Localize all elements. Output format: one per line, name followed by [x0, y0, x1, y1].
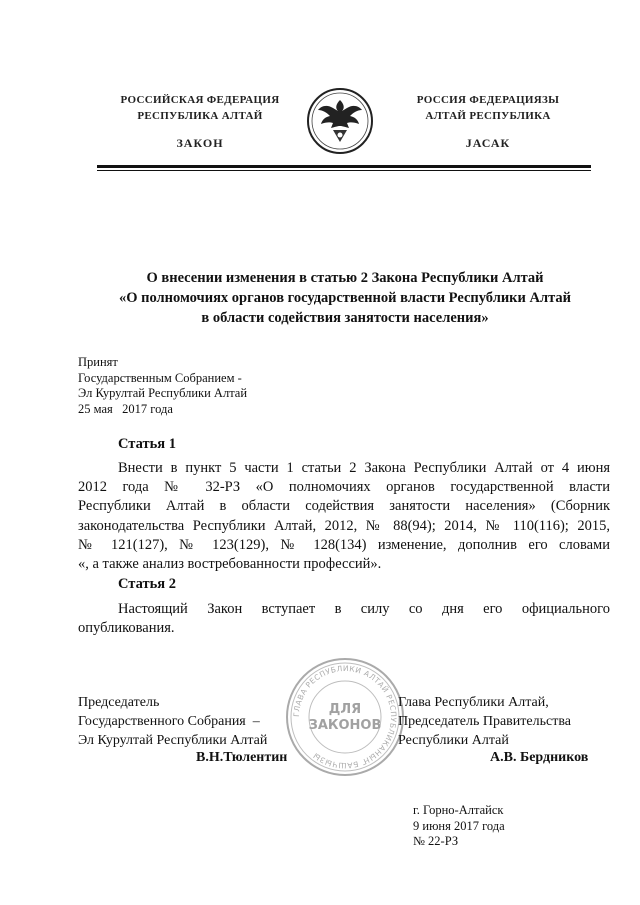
header-divider-thick	[97, 165, 591, 168]
title-line-3: в области содействия занятости населения»	[201, 310, 489, 326]
stamp-ring-text: ГЛАВА РЕСПУБЛИКИ АЛТАЙ РЕСПУБЛИКАНЫҤ БАШЧЫЗЫ	[291, 663, 399, 771]
article-2-line: опубликования.	[78, 620, 175, 637]
header-divider-thin	[97, 170, 591, 171]
article-2-line: Настоящий Закон вступает в силу со дня его официального	[118, 601, 610, 617]
article-1-line: Внести в пункт 5 части 1 статьи 2 Закона Республики Алтай от 4 июня	[118, 460, 610, 476]
header-left-republic: РЕСПУБЛИКА АЛТАЙ	[137, 110, 263, 122]
header-left	[105, 94, 295, 151]
header-right-republic: АЛТАЙ РЕСПУБЛИКА	[425, 110, 551, 122]
adoption-line-3: Эл Курултай Республики Алтай	[78, 386, 248, 400]
coat-of-arms-icon	[305, 86, 375, 156]
footer-city: г. Горно-Алтайск	[413, 803, 504, 817]
title-line-1: О внесении изменения в статью 2 Закона Республики Алтай	[146, 270, 544, 286]
signature-right-name: А.В. Бердников	[490, 750, 589, 765]
signature-left-title-1: Председатель	[78, 695, 160, 710]
adoption-note	[78, 355, 328, 417]
article-1-body	[78, 459, 610, 574]
signature-left	[78, 693, 318, 750]
signature-right-title-3: Республики Алтай	[398, 733, 509, 748]
document-title	[60, 268, 630, 328]
title-line-2: «О полномочиях органов государственной власти Республики Алтай	[118, 290, 572, 306]
article-2-heading: Статья 2	[118, 576, 176, 592]
footer-date: 9 июня 2017 года	[413, 818, 505, 833]
signature-right	[398, 693, 618, 750]
footer-number: № 22-РЗ	[413, 834, 459, 848]
signature-left-name: В.Н.Тюлентин	[196, 750, 288, 765]
signature-right-title-2: Председатель Правительства	[398, 714, 571, 729]
article-1-line: «, а также анализ востребованности профессий».	[78, 556, 382, 573]
stamp-center-bottom: ЗАКОНОВ	[308, 718, 382, 733]
header-right	[393, 94, 583, 151]
article-2-body	[78, 600, 610, 638]
signature-left-title-3: Эл Курултай Республики Алтай	[78, 733, 268, 748]
stamp-center-top: ДЛЯ	[328, 702, 362, 717]
header-right-country: РОССИЯ ФЕДЕРАЦИЯЗЫ	[416, 94, 560, 106]
article-1-line: законодательства Республики Алтай, 2012, № 88(94); 2014, № 110(116); 2015,	[78, 517, 610, 534]
article-1-line: 2012 года № 32-РЗ «О полномочиях органов государственной власти	[78, 479, 610, 496]
signature-left-title-2: Государственного Собрания –	[78, 714, 260, 729]
document-footer	[413, 803, 593, 850]
header-left-doc-type: ЗАКОН	[176, 136, 224, 150]
adoption-line-4: 25 мая 2017 года	[78, 401, 173, 416]
header-right-doc-type: ЈАСАК	[465, 136, 511, 150]
header-left-country: РОССИЙСКАЯ ФЕДЕРАЦИЯ	[120, 94, 280, 106]
article-1-line: № 121(127), № 123(129), № 128(134) изменение, дополнив его словами	[78, 536, 610, 553]
article-1-heading: Статья 1	[118, 436, 176, 452]
adoption-line-1: Принят	[78, 355, 118, 369]
signature-right-title-1: Глава Республики Алтай,	[398, 695, 549, 710]
article-1-line: Республики Алтай в области содействия занятости населения» (Сборник	[78, 498, 610, 515]
adoption-line-2: Государственным Собранием -	[78, 370, 242, 385]
